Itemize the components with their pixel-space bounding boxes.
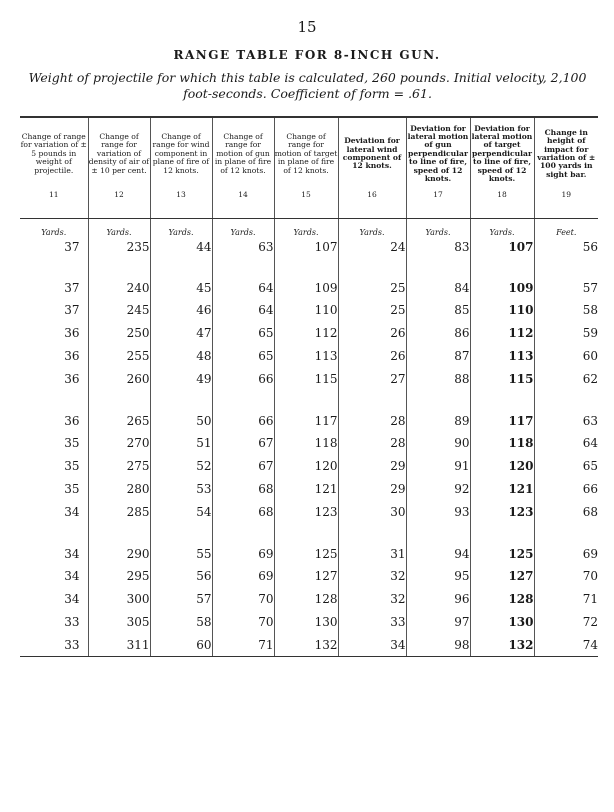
column-number: 11: [20, 190, 88, 219]
table-cell: 275: [88, 454, 150, 477]
table-cell: 56: [150, 564, 212, 587]
table-cell: 255: [88, 344, 150, 367]
table-cell: 285: [88, 500, 150, 523]
table-cell: 69: [212, 523, 274, 564]
table-cell: 107: [470, 237, 534, 257]
table-cell: 33: [64, 637, 80, 652]
table-cell: 63: [534, 390, 598, 431]
table-cell: 45: [150, 257, 212, 298]
table-cell: 83: [406, 237, 470, 257]
table-cell: 123: [274, 500, 338, 523]
table-cell: 295: [88, 564, 150, 587]
table-cell: 52: [150, 454, 212, 477]
table-cell: 113: [274, 344, 338, 367]
column-header: Deviation for lateral motion of target perpendicular to line of fire, speed of 12 knots.: [470, 118, 534, 191]
table-cell: 69: [534, 523, 598, 564]
table-row: [20, 477, 598, 500]
table-cell: 110: [470, 298, 534, 321]
table-cell: 66: [534, 477, 598, 500]
table-cell: 245: [88, 298, 150, 321]
table-row: [20, 344, 598, 367]
column-header: Change of range for variation of ± 5 pounds in weight of projectile.: [20, 131, 87, 175]
column-header: Change of range for motion of target in plane of fire of 12 knots.: [274, 118, 338, 191]
table-cell: 56: [534, 237, 598, 257]
table-row: [20, 237, 598, 257]
column-number: 13: [150, 190, 212, 219]
table-cell: 86: [406, 321, 470, 344]
page-title: RANGE TABLE FOR 8-INCH GUN.: [173, 48, 441, 62]
table-cell: 125: [470, 523, 534, 564]
table-cell: 29: [338, 454, 406, 477]
table-cell: 33: [338, 610, 406, 633]
table-row: [20, 298, 598, 321]
table-cell: 66: [212, 367, 274, 390]
table-cell: 85: [406, 298, 470, 321]
table-cell: 128: [274, 587, 338, 610]
table-cell: 60: [534, 344, 598, 367]
table-cell: 64: [212, 298, 274, 321]
table-cell: 35: [64, 458, 80, 473]
table-cell: 27: [338, 367, 406, 390]
table-cell: 28: [338, 431, 406, 454]
page-number: 15: [297, 18, 317, 36]
table-cell: 26: [338, 344, 406, 367]
table-cell: 67: [212, 431, 274, 454]
table-cell: 37: [64, 302, 80, 317]
table-cell: 265: [88, 390, 150, 431]
table-cell: 70: [534, 564, 598, 587]
table-cell: 117: [470, 390, 534, 431]
table-cell: 107: [274, 237, 338, 257]
table-cell: 72: [534, 610, 598, 633]
table-cell: 74: [534, 633, 598, 656]
table-cell: 67: [212, 454, 274, 477]
table-cell: 125: [274, 523, 338, 564]
table-cell: 120: [274, 454, 338, 477]
table-cell: 35: [64, 481, 80, 496]
table-cell: 130: [274, 610, 338, 633]
table-cell: 94: [406, 523, 470, 564]
table-row: [20, 610, 598, 633]
table-cell: 68: [534, 500, 598, 523]
column-number: 12: [88, 190, 150, 219]
table-row: [20, 431, 598, 454]
table-cell: 34: [64, 591, 80, 606]
table-row: [20, 500, 598, 523]
table-cell: 87: [406, 344, 470, 367]
column-unit: Yards.: [88, 219, 150, 238]
table-cell: 57: [150, 587, 212, 610]
table-cell: 66: [212, 390, 274, 431]
table-cell: 96: [406, 587, 470, 610]
table-cell: 44: [150, 237, 212, 257]
table-cell: 46: [150, 298, 212, 321]
table-row: [20, 390, 598, 431]
table-cell: 50: [150, 390, 212, 431]
table-cell: 70: [212, 587, 274, 610]
header-row: [20, 118, 598, 191]
table-cell: 25: [338, 257, 406, 298]
table-cell: 112: [274, 321, 338, 344]
table-cell: 120: [470, 454, 534, 477]
table-cell: 57: [534, 257, 598, 298]
table-cell: 89: [406, 390, 470, 431]
table-row: [20, 257, 598, 298]
column-unit: Yards.: [470, 219, 534, 238]
table-subtitle: Weight of projectile for which this table is calculated, 260 pounds. Initial velocity, 2,100 foot-seconds. Coefficient of form = .61.: [28, 70, 587, 101]
table-cell: 71: [534, 587, 598, 610]
table-cell: 240: [88, 257, 150, 298]
column-number-row: [20, 190, 598, 219]
table-cell: 30: [338, 500, 406, 523]
table-cell: 88: [406, 367, 470, 390]
table-cell: 280: [88, 477, 150, 500]
table-cell: 60: [150, 633, 212, 656]
table-cell: 51: [150, 431, 212, 454]
table-row: [20, 633, 598, 656]
table-cell: 270: [88, 431, 150, 454]
table-cell: 93: [406, 500, 470, 523]
table-cell: 31: [338, 523, 406, 564]
table-cell: 48: [150, 344, 212, 367]
table-cell: 59: [534, 321, 598, 344]
table-cell: 84: [406, 257, 470, 298]
table-cell: 63: [212, 237, 274, 257]
table-cell: 113: [470, 344, 534, 367]
table-cell: 118: [274, 431, 338, 454]
column-number: 16: [338, 190, 406, 219]
column-header: Deviation for lateral wind component of 12 knots.: [338, 118, 406, 191]
table-cell: 250: [88, 321, 150, 344]
table-cell: 29: [338, 477, 406, 500]
table-cell: 109: [470, 257, 534, 298]
table-cell: 37: [64, 240, 80, 254]
table-cell: 109: [274, 257, 338, 298]
table-cell: 34: [64, 504, 80, 519]
table-cell: 65: [212, 321, 274, 344]
table-cell: 34: [64, 568, 80, 583]
table-cell: 62: [534, 367, 598, 390]
table-cell: 25: [338, 298, 406, 321]
table-cell: 290: [88, 523, 150, 564]
table-cell: 71: [212, 633, 274, 656]
table-cell: 65: [212, 344, 274, 367]
table-cell: 54: [150, 500, 212, 523]
table-cell: 68: [212, 500, 274, 523]
table-cell: 127: [470, 564, 534, 587]
table-row: [20, 564, 598, 587]
column-number: 18: [470, 190, 534, 219]
table-cell: 36: [64, 371, 80, 386]
table-cell: 97: [406, 610, 470, 633]
table-cell: 32: [338, 587, 406, 610]
column-unit: Yards.: [41, 228, 67, 237]
table-cell: 123: [470, 500, 534, 523]
column-unit: Yards.: [212, 219, 274, 238]
table-cell: 235: [88, 237, 150, 257]
table-cell: 28: [338, 390, 406, 431]
table-body: [20, 237, 598, 656]
table-cell: 98: [406, 633, 470, 656]
table-cell: 65: [534, 454, 598, 477]
table-cell: 127: [274, 564, 338, 587]
table-cell: 117: [274, 390, 338, 431]
table-cell: 130: [470, 610, 534, 633]
table-cell: 115: [274, 367, 338, 390]
table-cell: 121: [470, 477, 534, 500]
table-cell: 36: [64, 348, 80, 363]
column-header: Change of range for variation of density of air of ± 10 per cent.: [88, 118, 150, 191]
column-unit: Yards.: [406, 219, 470, 238]
column-unit: Feet.: [534, 219, 598, 238]
column-number: 17: [406, 190, 470, 219]
table-cell: 26: [338, 321, 406, 344]
table-cell: 53: [150, 477, 212, 500]
table-cell: 70: [212, 610, 274, 633]
table-cell: 47: [150, 321, 212, 344]
table-cell: 64: [534, 431, 598, 454]
table-cell: 34: [338, 633, 406, 656]
table-cell: 260: [88, 367, 150, 390]
table-cell: 32: [338, 564, 406, 587]
column-header: Change of range for wind component in plane of fire of 12 knots.: [150, 118, 212, 191]
table-cell: 49: [150, 367, 212, 390]
table-cell: 69: [212, 564, 274, 587]
table-cell: 58: [534, 298, 598, 321]
column-number: 14: [212, 190, 274, 219]
unit-row: [20, 219, 598, 238]
column-unit: Yards.: [274, 219, 338, 238]
table-cell: 118: [470, 431, 534, 454]
table-cell: 128: [470, 587, 534, 610]
table-cell: 24: [338, 237, 406, 257]
column-number: 15: [274, 190, 338, 219]
table-cell: 35: [64, 435, 80, 450]
table-cell: 92: [406, 477, 470, 500]
table-row: [20, 321, 598, 344]
column-header: Change in height of impact for variation of ± 100 yards in sight bar.: [534, 118, 598, 191]
table-cell: 121: [274, 477, 338, 500]
table-row: [20, 523, 598, 564]
column-header: Deviation for lateral motion of gun perpendicular to line of fire, speed of 12 knots.: [406, 118, 470, 191]
table-cell: 55: [150, 523, 212, 564]
table-cell: 112: [470, 321, 534, 344]
table-cell: 37: [64, 281, 80, 295]
table-cell: 90: [406, 431, 470, 454]
column-header: Change of range for motion of gun in plane of fire of 12 knots.: [212, 118, 274, 191]
table-cell: 68: [212, 477, 274, 500]
column-unit: Yards.: [338, 219, 406, 238]
table-cell: 132: [274, 633, 338, 656]
table-cell: 58: [150, 610, 212, 633]
table-cell: 36: [64, 325, 80, 340]
table-cell: 305: [88, 610, 150, 633]
table-cell: 34: [64, 547, 80, 561]
table-row: [20, 454, 598, 477]
column-unit: Yards.: [150, 219, 212, 238]
range-table: [20, 116, 598, 657]
column-number: 19: [534, 190, 598, 219]
table-cell: 91: [406, 454, 470, 477]
table-cell: 33: [64, 614, 80, 629]
table-cell: 311: [88, 633, 150, 656]
table-cell: 36: [64, 414, 80, 428]
table-cell: 300: [88, 587, 150, 610]
table-row: [20, 367, 598, 390]
table-row: [20, 587, 598, 610]
table-cell: 110: [274, 298, 338, 321]
table-cell: 132: [470, 633, 534, 656]
table-cell: 95: [406, 564, 470, 587]
table-cell: 115: [470, 367, 534, 390]
table-cell: 64: [212, 257, 274, 298]
